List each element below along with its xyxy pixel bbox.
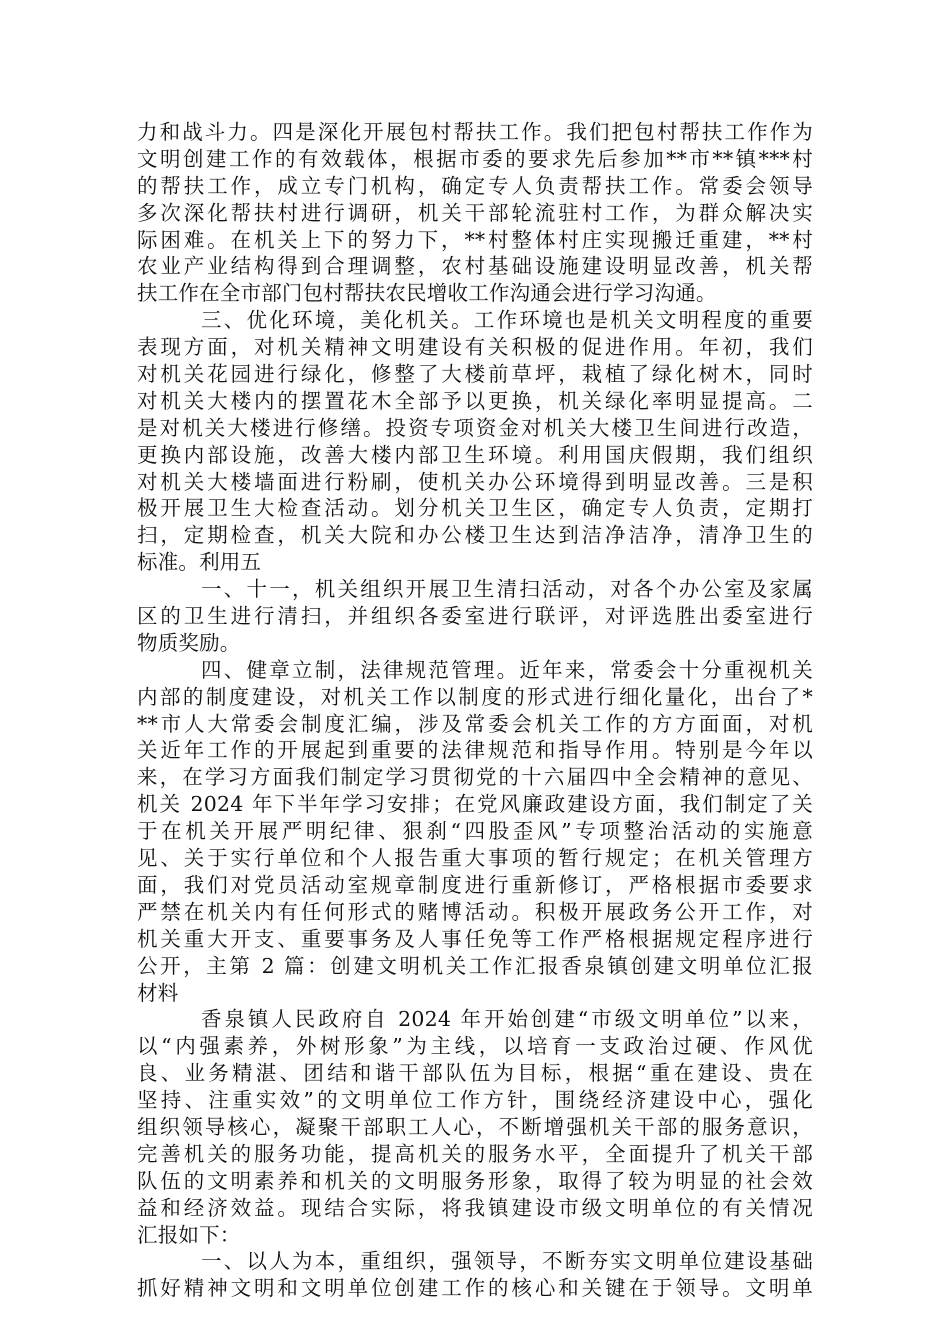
text-line: 表现方面，对机关精神文明建设有关积极的促进作用。年初，我们	[137, 335, 813, 360]
text-line: 组织领导核心，凝聚干部职工人心，不断增强机关干部的服务意识，	[137, 1114, 813, 1139]
text-line: 公开，主第 2 篇：创建文明机关工作汇报香泉镇创建文明单位汇报	[137, 953, 813, 978]
text-line: 关近年工作的开展起到重要的法律规范和指导作用。特别是今年以	[137, 738, 813, 763]
text-line: 力和战斗力。四是深化开展包村帮扶工作。我们把包村帮扶工作作为	[137, 120, 813, 144]
text-line: 农业产业结构得到合理调整，农村基础设施建设明显改善，机关帮	[137, 254, 813, 279]
text-line: 际困难。在机关上下的努力下，**村整体村庄实现搬迁重建，**村	[137, 227, 813, 252]
text-line: 严禁在机关内有任何形式的赌博活动。积极开展政务公开工作，对	[137, 899, 813, 924]
text-line: 一、十一，机关组织开展卫生清扫活动，对各个办公室及家属	[201, 577, 813, 602]
text-line: 是对机关大楼进行修缮。投资专项资金对机关大楼卫生间进行改造，	[137, 415, 813, 440]
text-line: 一、以人为本，重组织，强领导，不断夯实文明单位建设基础	[201, 1249, 813, 1274]
text-line: 香泉镇人民政府自 2024 年开始创建“市级文明单位”以来，	[201, 1007, 813, 1032]
text-line: 坚持、注重实效”的文明单位工作方针，围绕经济建设中心，强化	[137, 1088, 813, 1113]
text-line: 机关重大开支、重要事务及人事任免等工作严格根据规定程序进行	[137, 926, 813, 951]
text-line: 以“内强素养，外树形象”为主线，以培育一支政治过硬、作风优	[137, 1034, 813, 1059]
text-line: 四、健章立制，法律规范管理。近年来，常委会十分重视机关	[201, 657, 813, 682]
text-line: 内部的制度建设，对机关工作以制度的形式进行细化量化，出台了*	[137, 684, 813, 709]
text-line: 更换内部设施，改善大楼内部卫生环境。利用国庆假期，我们组织	[137, 442, 813, 467]
text-line: 物质奖励。	[137, 630, 241, 655]
text-line: 文明创建工作的有效载体，根据市委的要求先后参加**市**镇***村	[137, 146, 813, 171]
document-body	[137, 119, 813, 1302]
text-line: 扫，定期检查，机关大院和办公楼卫生达到洁净洁净，清净卫生的	[137, 523, 813, 548]
text-line: 于在机关开展严明纪律、狠刹“四股歪风”专项整治活动的实施意	[137, 819, 813, 844]
text-line: 多次深化帮扶村进行调研，机关干部轮流驻村工作，为群众解决实	[137, 200, 813, 225]
text-line: 面，我们对党员活动室规章制度进行重新修订，严格根据市委要求	[137, 872, 813, 897]
text-line: 极开展卫生大检查活动。划分机关卫生区，确定专人负责，定期打	[137, 496, 813, 521]
text-line: **市人大常委会制度汇编，涉及常委会机关工作的方方面面，对机	[137, 711, 813, 736]
text-line: 对机关大楼内的摆置花木全部予以更换，机关绿化率明显提高。二	[137, 388, 813, 413]
text-line: 三、优化环境，美化机关。工作环境也是机关文明程度的重要	[201, 308, 813, 333]
text-line: 区的卫生进行清扫，并组织各委室进行联评，对评选胜出委室进行	[137, 604, 813, 629]
text-line: 机关 2024 年下半年学习安排；在党风廉政建设方面，我们制定了关	[137, 792, 813, 817]
text-line: 见、关于实行单位和个人报告重大事项的暂行规定；在机关管理方	[137, 846, 813, 871]
text-line: 抓好精神文明和文明单位创建工作的核心和关键在于领导。文明单	[137, 1276, 813, 1301]
text-line: 扶工作在全市部门包村帮扶农民增收工作沟通会进行学习沟通。	[137, 281, 717, 306]
text-line: 良、业务精湛、团结和谐干部队伍为目标，根据“重在建设、贵在	[137, 1061, 813, 1086]
text-line: 材料	[137, 980, 179, 1005]
text-line: 对机关大楼墙面进行粉刷，使机关办公环境得到明显改善。三是积	[137, 469, 813, 494]
text-line: 对机关花园进行绿化，修整了大楼前草坪，栽植了绿化树木，同时	[137, 362, 813, 387]
text-line: 汇报如下：	[137, 1222, 241, 1247]
text-line: 完善机关的服务功能，提高机关的服务水平，全面提升了机关干部	[137, 1141, 813, 1166]
text-line: 益和经济效益。现结合实际，将我镇建设市级文明单位的有关情况	[137, 1195, 813, 1220]
text-line: 队伍的文明素养和机关的文明服务形象，取得了较为明显的社会效	[137, 1168, 813, 1193]
text-line: 标准。利用五	[137, 550, 262, 575]
text-line: 的帮扶工作，成立专门机构，确定专人负责帮扶工作。常委会领导	[137, 173, 813, 198]
text-line: 来，在学习方面我们制定学习贯彻党的十六届四中全会精神的意见、	[137, 765, 813, 790]
